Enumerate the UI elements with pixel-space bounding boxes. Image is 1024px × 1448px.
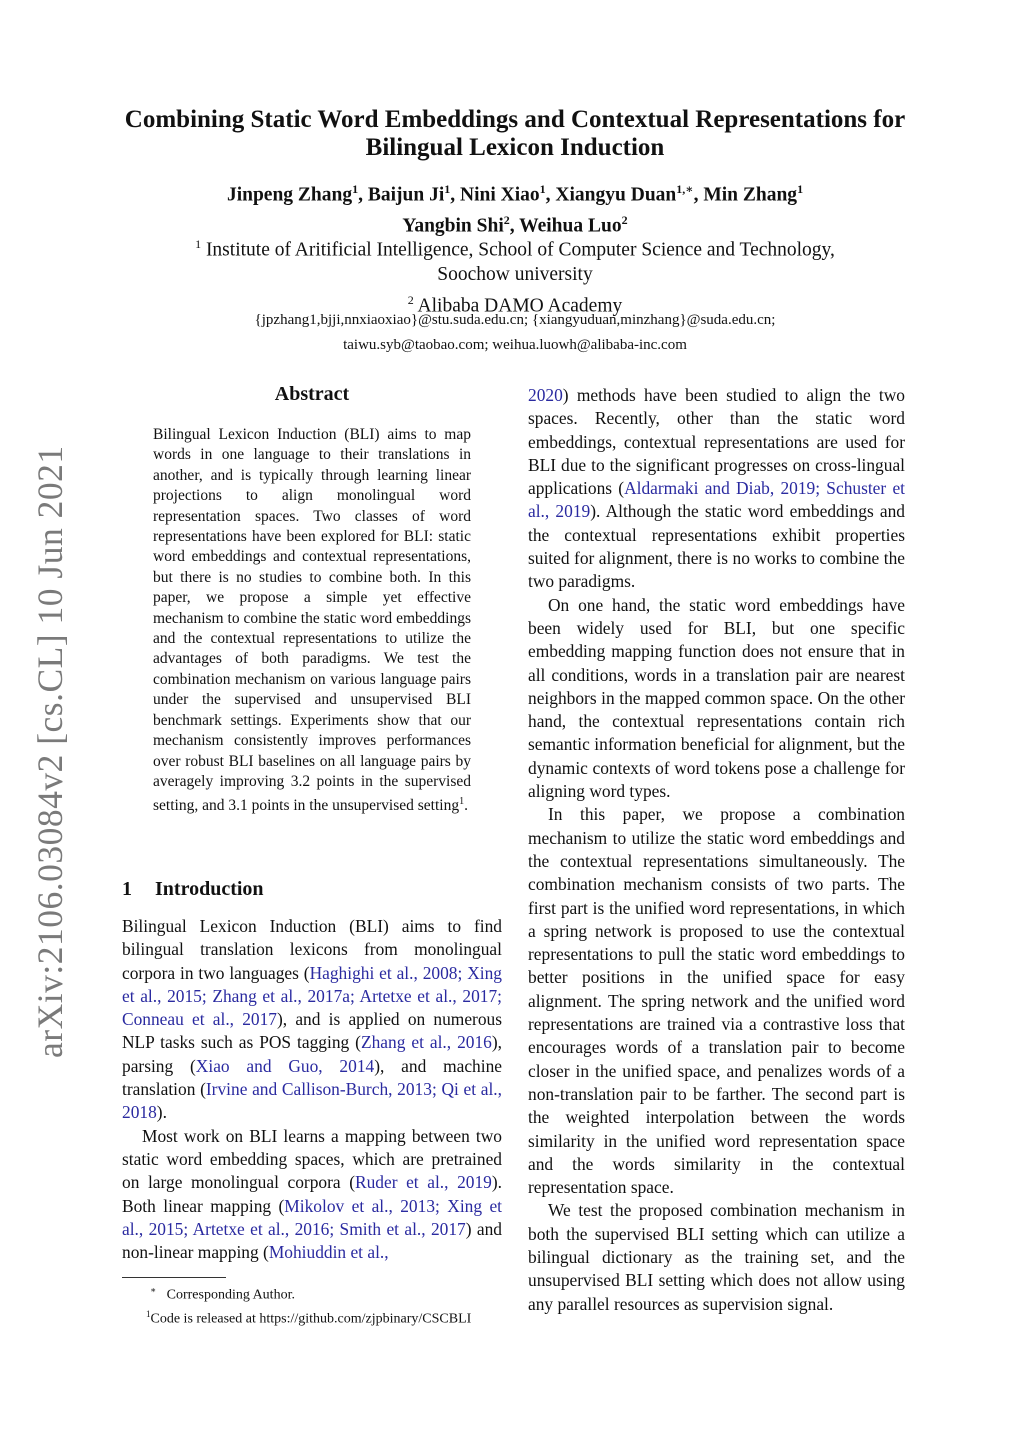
paragraph-text: ) methods have been studied to align the two spaces. Recently, other than the static word embeddings, contextual representations are used for BLI due to the significant progresses on cross-lingual applications ( <box>528 385 905 499</box>
affil-mark: 1 <box>195 237 202 251</box>
affiliations <box>100 232 930 319</box>
footnote-mark: 1 <box>459 796 465 808</box>
abstract-end: . <box>464 797 468 815</box>
author-affil-mark: 1 <box>539 182 546 196</box>
paragraph-text: ), and is applied on numerous NLP tasks such as POS tagging ( <box>122 1009 502 1053</box>
abstract-heading: Abstract <box>274 383 350 405</box>
abstract-body <box>153 425 471 817</box>
section-title: Introduction <box>155 878 264 900</box>
section-number: 1 <box>122 878 132 900</box>
author-affil-mark: 1 <box>444 182 451 196</box>
affiliation-1-line-2: Soochow university <box>437 264 593 285</box>
author-affil-mark: 1 <box>797 182 804 196</box>
author-affil-mark: 2 <box>503 212 510 227</box>
footnote-divider <box>122 1277 226 1278</box>
citation-link[interactable]: Zhang et al., 2016 <box>360 1032 492 1053</box>
author-name: Xiangyu Duan <box>555 184 677 206</box>
author-name: Yangbin Shi <box>402 215 504 236</box>
author-name: Weihua Luo <box>519 215 622 236</box>
abstract-text: Bilingual Lexicon Induction (BLI) aims to map words in one language to their translations in another, and is typically through learning linear projections to align monolingual word representation spaces. Two classes of word representations have been explored for BLI: static word embeddings and contextual representations, but there is no studies to combine both. In this paper, we propose a simple yet effective mechanism to combine the static word embeddings and the contextual representations to utilize the advantages of both paradigms. We test the combination mechanism on various language pairs under the supervised and unsupervised BLI benchmark settings. Experiments show that our mechanism consistently improves performances over robust BLI baselines on all language pairs by averagely improving 3.2 points in the supervised setting, and 3.1 points in the unsupervised setting <box>153 426 471 815</box>
author-affil-mark: 2 <box>621 212 628 227</box>
right-paragraph-3: In this paper, we propose a combination mechanism to utilize the static word embeddings and the contextual representations simultaneously. The combination mechanism consists of two parts. The first part is the unified word representations, in which a spring network is proposed to use the contextual representations to pull the static word embeddings to better positions in the unified space for easy alignment. The spring network and the unified word representations are trained via a contrastive loss that encourages words of a translation pair to become closer in the unified space, and penalizes words of a non-translation pair to be farther. The second part is the weighted interpolation between the words similarity in the unified word representation space and the words similarity in the contextual representation space. <box>528 804 905 1198</box>
author-name: Baijun Ji <box>367 184 445 206</box>
paragraph-text: ), and machine translation ( <box>122 1055 502 1100</box>
authors-line-1: Jinpeng Zhang$^1$, Baijun Ji$^1$, Nini Xiao$^1$, Xiangyu Duan$^{1,∗}$, Min Zhang$^1$ <box>226 182 804 206</box>
citation-link[interactable]: Mikolov et al., 2013; Xing et al., 2015; Artetxe et al., 2016; Smith et al., 2017 <box>122 1195 502 1239</box>
author-emails <box>100 308 930 358</box>
paper-title <box>100 106 930 162</box>
intro-paragraph-1 <box>122 915 502 1125</box>
citation-link[interactable]: 2020 <box>528 385 563 405</box>
author-affil-mark: 1 <box>352 182 359 196</box>
author-list <box>100 177 930 238</box>
paragraph-text: ), parsing ( <box>122 1032 502 1076</box>
citation-link[interactable]: Mohiuddin et al., <box>268 1242 389 1263</box>
title-line-2: Bilingual Lexicon Induction <box>365 134 665 161</box>
affiliation-text: Institute of Aritificial Intelligence, School of Computer Science and Technology, <box>205 239 835 261</box>
paragraph-text: Most work on BLI learns a mapping between two static word embedding spaces, which are pretrained on large monolingual corpora ( <box>122 1125 502 1193</box>
right-paragraph-4: We test the proposed combination mechanism in both the supervised BLI setting which can utilize a bilingual dictionary as the training set, and the unsupervised BLI setting which does not allow using any parallel resources as supervision signal. <box>528 1200 905 1314</box>
footnote-mark: 1 <box>146 1308 151 1319</box>
paragraph-text: ). Both linear mapping ( <box>122 1172 502 1216</box>
footnote-mark: ∗ <box>150 1285 157 1295</box>
citation-link[interactable]: Haghighi et al., 2008; Xing et al., 2015; Zhang et al., 2017a; Artetxe et al., 2017; Conneau et al., 2017 <box>122 962 502 1030</box>
paragraph-text: ) and non-linear mapping ( <box>122 1218 503 1263</box>
emails-line-1: {jpzhang1,bjji,nnxiaoxiao}@stu.suda.edu.cn; {xiangyuduan,minzhang}@suda.edu.cn; <box>254 312 776 328</box>
footnote-corresponding <box>122 1281 512 1305</box>
emails-line-2: taiwu.syb@taobao.com; weihua.luowh@alibaba-inc.com <box>343 337 687 353</box>
author-affil-mark: 1,∗ <box>676 182 694 196</box>
paragraph-text: ). Although the static word embeddings and the contextual representations exhibit properties suited for alignment, there is no works to combine the two paradigms. <box>528 501 906 592</box>
affil-mark: 2 <box>407 292 414 307</box>
citation-link[interactable]: Ruder et al., 2019 <box>355 1172 492 1193</box>
footnote-text: Code is released at https://github.com/zjpbinary/CSCBLI <box>150 1311 472 1327</box>
citation-link[interactable]: Irvine and Callison-Burch, 2013; Qi et al., 2018 <box>122 1079 502 1123</box>
right-paragraph-2: On one hand, the static word embeddings have been widely used for BLI, but one specific embedding mapping function does not ensure that in all conditions, words in a translation pair are nearest neighbors in the mapped common space. On the other hand, the contextual representations contain rich semantic information beneficial for alignment, but the dynamic contexts of word tokens pose a challenge for aligning word types. <box>528 594 905 802</box>
title-line-1: Combining Static Word Embeddings and Contextual Representations for <box>124 106 906 133</box>
left-column-body <box>122 915 502 1264</box>
citation-link[interactable]: Aldarmaki and Diab, 2019; Schuster et al., 2019 <box>528 478 905 522</box>
right-paragraph-1 <box>528 384 905 594</box>
right-column-body <box>528 384 905 1316</box>
author-name: Nini Xiao <box>460 184 540 206</box>
intro-paragraph-2 <box>122 1125 502 1265</box>
arxiv-identifier: arXiv:2106.03084v2 [cs.CL] 10 Jun 2021 <box>30 445 70 1058</box>
footnote-code <box>122 1305 512 1329</box>
section-heading-introduction <box>122 878 502 901</box>
authors-line-2: Yangbin Shi$^2$, Weihua Luo$^2$ <box>402 212 628 236</box>
footnote-text: Corresponding Author. <box>166 1287 295 1303</box>
footnotes <box>122 1281 512 1328</box>
affiliation-text: Alibaba DAMO Academy <box>417 295 623 316</box>
paragraph-text: ). <box>156 1102 167 1123</box>
citation-link[interactable]: Xiao and Guo, 2014 <box>195 1055 375 1076</box>
affiliation-1-line-1 <box>100 232 930 263</box>
author-name: Min Zhang <box>703 184 798 206</box>
author-name: Jinpeng Zhang <box>226 184 353 206</box>
paragraph-text: Bilingual Lexicon Induction (BLI) aims to find bilingual translation lexicons from monolingual corpora in two languages ( <box>122 916 502 983</box>
